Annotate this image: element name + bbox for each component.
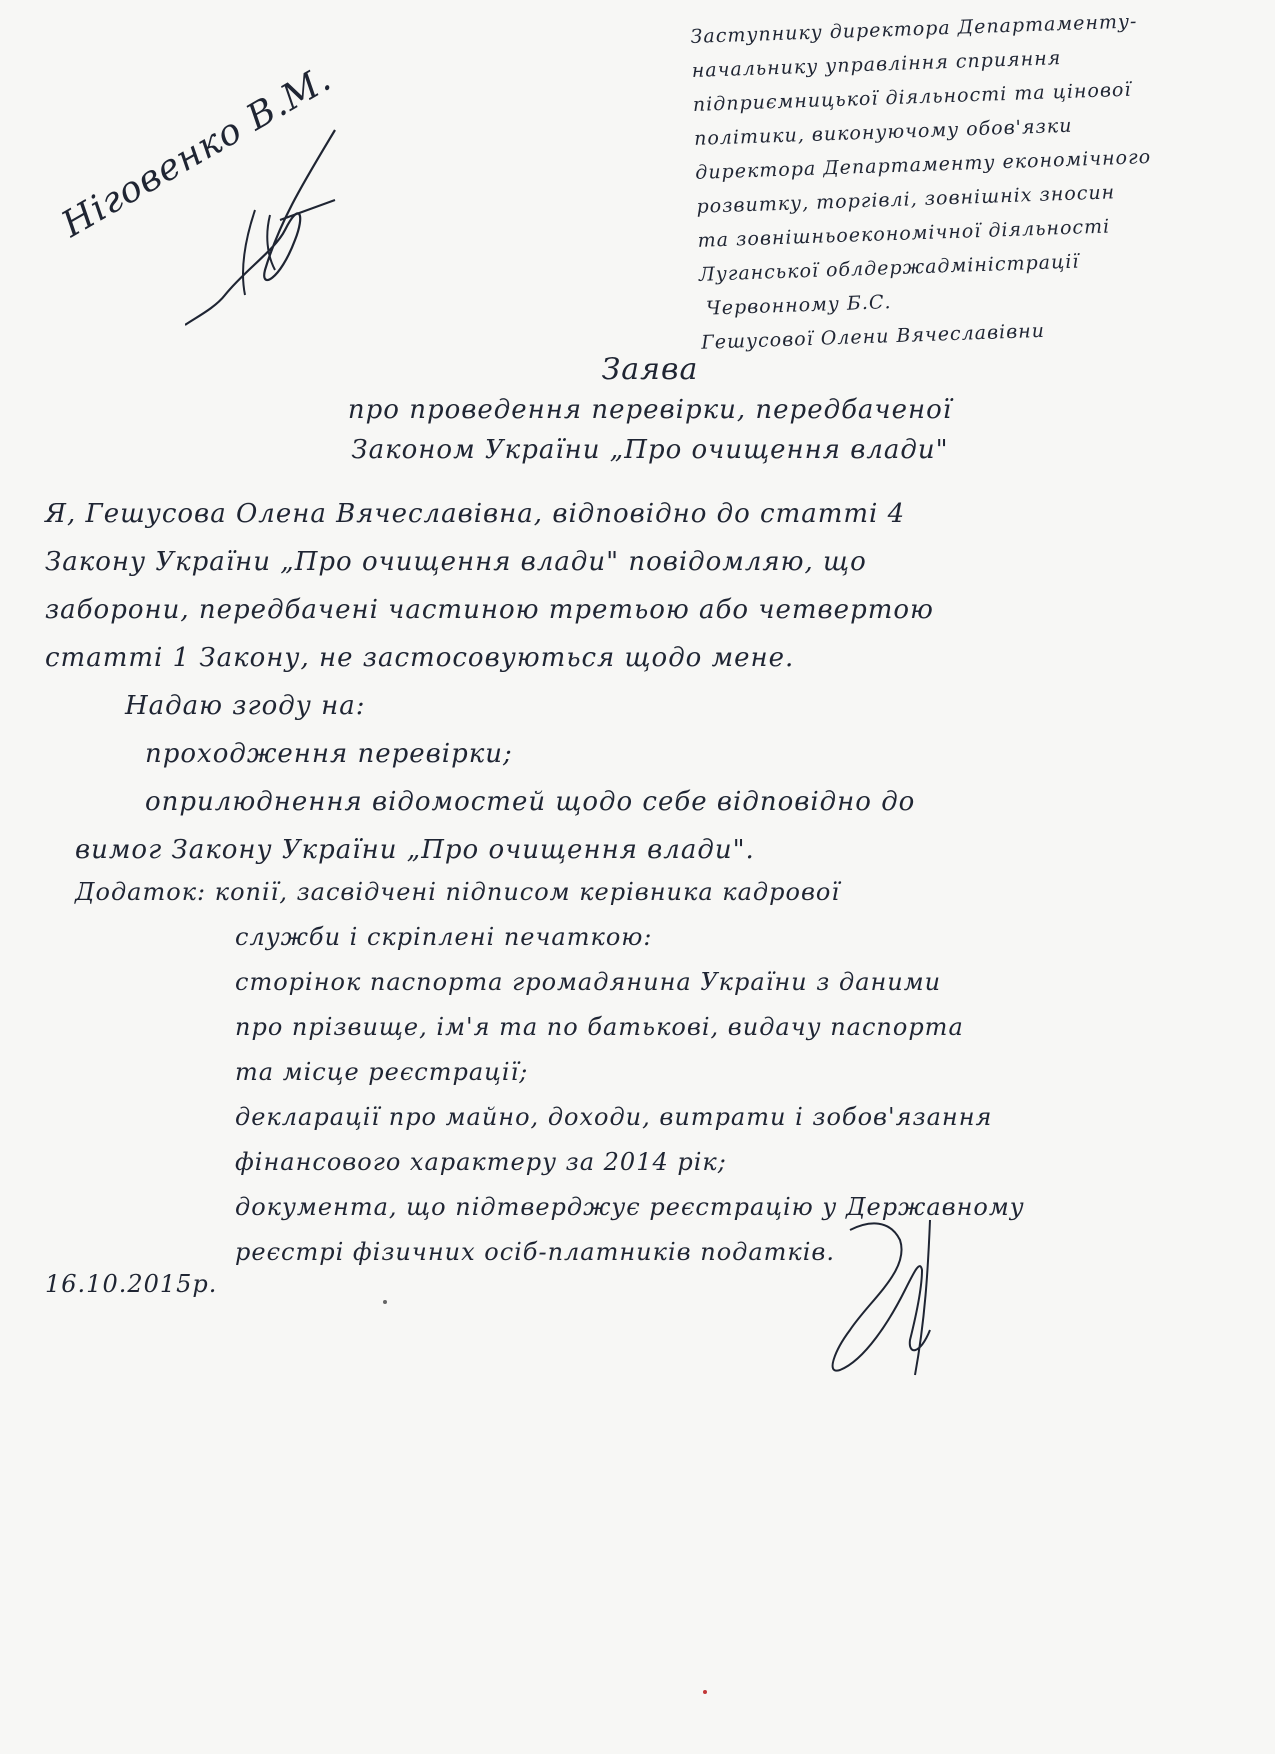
addressee-line: розвитку, торгівлі, зовнішніх зносин xyxy=(696,181,1116,218)
attachment-line: декларації про майно, доходи, витрати і зобов'язання xyxy=(235,1103,993,1131)
addressee-line: начальнику управління сприяння xyxy=(691,47,1062,82)
consent-item: оприлюднення відомостей щодо себе відповідно до xyxy=(145,787,916,817)
title-heading: Заява xyxy=(601,352,699,387)
addressee-line: Червонному Б.С. xyxy=(705,291,892,320)
attachment-line: реєстрі фізичних осіб-платників податків. xyxy=(235,1238,836,1266)
resolution-block xyxy=(55,58,339,320)
attachment-block xyxy=(75,870,1255,1275)
title-line: про проведення перевірки, передбаченої xyxy=(347,395,953,425)
consent-item: вимог Закону України „Про очищення влади". xyxy=(75,835,755,865)
ink-speck xyxy=(703,1690,707,1694)
addressee-line: підприємницької діяльності та цінової xyxy=(692,78,1132,116)
attachment-line: фінансового характеру за 2014 рік; xyxy=(235,1148,727,1176)
addressee-line: Луганської облдержадміністрації xyxy=(698,250,1080,286)
attachment-line: документа, що підтверджує реєстрацію у Державному xyxy=(235,1193,1025,1221)
statement-line: заборони, передбачені частиною третьою або четвертою xyxy=(45,595,934,625)
document-title xyxy=(200,350,1100,470)
addressee-line: Заступнику директора Департаменту- xyxy=(690,10,1138,48)
statement-line: статті 1 Закону, не застосовуються щодо мене. xyxy=(45,643,795,673)
statement-line: Закону України „Про очищення влади" повідомляю, що xyxy=(45,547,867,577)
attachment-line: служби і скріплені печаткою: xyxy=(235,923,653,951)
consent-item: проходження перевірки; xyxy=(145,739,513,769)
addressee-block xyxy=(690,0,1262,359)
resolution-signature xyxy=(185,120,355,330)
title-line: Законом України „Про очищення влади" xyxy=(351,435,949,465)
attachment-line: Додаток: копії, засвідчені підписом керівника кадрової xyxy=(75,878,841,906)
consent-heading: Надаю згоду на: xyxy=(125,691,366,721)
resolution-name: Ніговенко В.М. xyxy=(55,58,339,246)
attachment-line: та місце реєстрації; xyxy=(235,1058,529,1086)
ink-speck xyxy=(383,1300,387,1304)
statement-body xyxy=(45,490,1235,874)
attachment-line: про прізвище, ім'я та по батькові, видачу паспорта xyxy=(235,1013,964,1041)
addressee-line: політики, виконуючому обов'язки xyxy=(693,114,1073,150)
statement-line: Я, Гешусова Олена Вячеславівна, відповідно до статті 4 xyxy=(45,499,906,529)
addressee-line: директора Департаменту економічного xyxy=(694,145,1152,184)
addressee-line: та зовнішньоекономічної діяльності xyxy=(697,215,1111,252)
attachment-line: сторінок паспорта громадянина України з даними xyxy=(235,968,942,996)
applicant-signature xyxy=(810,1210,990,1380)
addressee-line: Гешусової Олени Вячеславівни xyxy=(700,319,1046,354)
document-date: 16.10.2015р. xyxy=(45,1270,218,1298)
